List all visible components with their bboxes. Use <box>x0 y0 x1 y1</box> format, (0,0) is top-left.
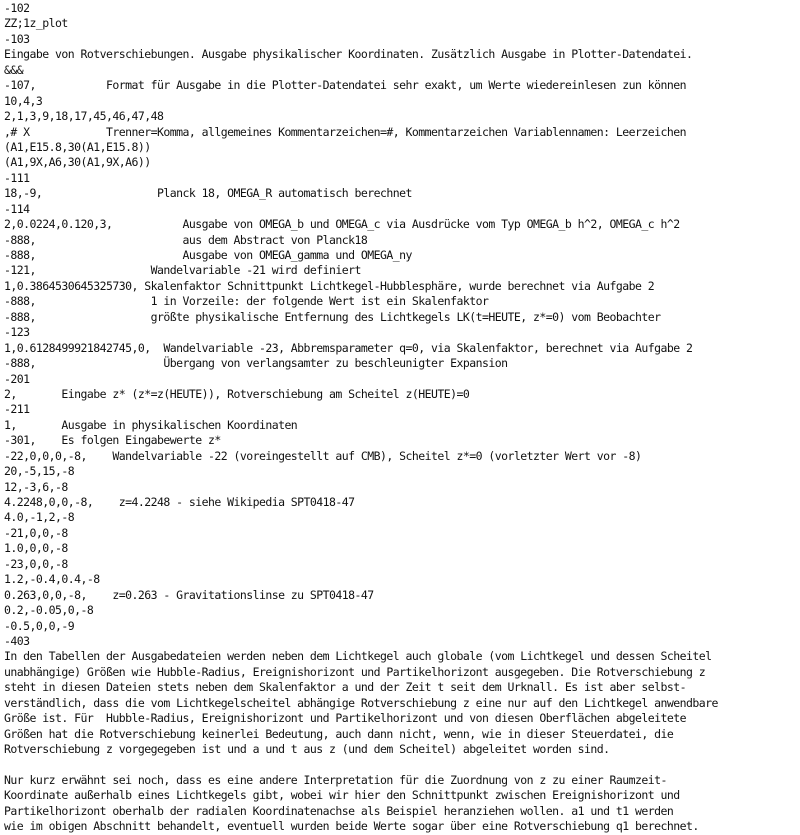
text-line: Koordinate außerhalb eines Lichtkegels gibt, wobei wir hier den Schnittpunkt zwischen Ereignishorizont und <box>4 788 680 803</box>
text-line: 10,4,3 <box>4 93 43 108</box>
text-line: 0.2,-0.05,0,-8 <box>4 603 94 618</box>
text-line: (A1,E15.8,30(A1,E15.8)) <box>4 139 151 154</box>
text-line: steht in diesen Dateien stets neben dem Skalenfaktor a und der Zeit t seit dem Urknall. Es ist aber selbst- <box>4 680 686 695</box>
text-line: -211 <box>4 402 30 417</box>
text-line: Rotverschiebung z vorgegegeben ist und a und t aus z (und dem Scheitel) abgeleitet worden sind. <box>4 742 610 756</box>
text-line: 4.0,-1,2,-8 <box>4 510 75 525</box>
text-line: (A1,9X,A6,30(A1,9X,A6)) <box>4 155 151 170</box>
text-line: ZZ;1z_plot <box>4 16 68 31</box>
text-line: -888, Ausgabe von OMEGA_gamma und OMEGA_ny <box>4 248 412 262</box>
text-line: -0.5,0,0,-9 <box>4 618 75 633</box>
text-line: -121, Wandelvariable -21 wird definiert <box>4 263 361 278</box>
text-line: -888, aus dem Abstract von Planck18 <box>4 232 368 247</box>
text-line: &&& <box>4 62 24 77</box>
text-line: -301, Es folgen Eingabewerte z* <box>4 433 221 448</box>
text-line: wie im obigen Abschnitt behandelt, eventuell wurden beide Werte sogar über eine Rotverschiebung q1 berechnet. <box>4 819 699 834</box>
text-line: -21,0,0,-8 <box>4 525 68 540</box>
text-line: Partikelhorizont oberhalb der radialen Koordinatenachse als Beispiel heranziehen wollen. a1 und t1 werden <box>4 803 674 818</box>
text-line: 1, Ausgabe in physikalischen Koordinaten <box>4 417 298 432</box>
text-line: In den Tabellen der Ausgabedateien werden neben dem Lichtkegel auch globale (vom Lichtkegel und dessen Scheitel <box>4 649 712 664</box>
text-line: -107, Format für Ausgabe in die Plotter-Datendatei sehr exakt, um Werte wiedereinlesen zun können <box>4 78 686 93</box>
text-line: 18,-9, Planck 18, OMEGA_R automatisch berechnet <box>4 186 412 201</box>
text-line: Eingabe von Rotverschiebungen. Ausgabe physikalischer Koordinaten. Zusätzlich Ausgabe in Plotter-Datendatei. <box>4 47 693 62</box>
text-line: 0.263,0,0,-8, z=0.263 - Gravitationslinse zu SPT0418-47 <box>4 587 374 602</box>
text-line: -22,0,0,0,-8, Wandelvariable -22 (voreingestellt auf CMB), Scheitel z*=0 (vorletzter Wert vor -8) <box>4 448 642 463</box>
text-line: -23,0,0,-8 <box>4 556 68 571</box>
text-line: Nur kurz erwähnt sei noch, dass es eine andere Interpretation für die Zuordnung von z zu einer Raumzeit- <box>4 772 667 787</box>
text-line: 12,-3,6,-8 <box>4 479 68 494</box>
text-line: 1.2,-0.4,0.4,-8 <box>4 572 100 587</box>
text-line: 1,0.6128499921842745,0, Wandelvariable -23, Abbremsparameter q=0, via Skalenfaktor, berechnet via Aufgabe 2 <box>4 340 693 355</box>
text-line: -123 <box>4 325 30 340</box>
text-line: 2, Eingabe z* (z*=z(HEUTE)), Rotverschiebung am Scheitel z(HEUTE)=0 <box>4 386 470 401</box>
text-line: 1.0,0,0,-8 <box>4 541 68 556</box>
text-line: -888, Übergang von verlangsamter zu beschleunigter Expansion <box>4 356 508 371</box>
text-line: -403 <box>4 633 30 648</box>
text-line: 1,0.3864530645325730, Skalenfaktor Schnittpunkt Lichtkegel-Hubblesphäre, wurde berechnet via Aufgabe 2 <box>4 278 655 293</box>
text-line: 2,0.0224,0.120,3, Ausgabe von OMEGA_b und OMEGA_c via Ausdrücke vom Typ OMEGA_b h^2, OMEGA_c h^2 <box>4 217 680 232</box>
text-line: Größe ist. Für Hubble-Radius, Ereignishorizont und Partikelhorizont und von diesen Oberflächen abgeleitete <box>4 711 686 726</box>
text-line: -111 <box>4 170 30 185</box>
text-line: -201 <box>4 371 30 386</box>
text-line: -888, 1 in Vorzeile: der folgende Wert ist ein Skalenfaktor <box>4 294 489 309</box>
text-line: 2,1,3,9,18,17,45,46,47,48 <box>4 109 164 124</box>
text-line: -102 <box>4 1 30 15</box>
text-line: unabhängige) Größen wie Hubble-Radius, Ereignishorizont und Partikelhorizont ausgegeben. Die Rotverschiebung z <box>4 664 706 679</box>
text-line: ,# X Trenner=Komma, allgemeines Kommentarzeichen=#, Kommentarzeichen Variablennamen: Leerzeichen <box>4 124 686 139</box>
text-line: -114 <box>4 201 30 216</box>
text-line: -103 <box>4 31 30 46</box>
text-line: 4.2248,0,0,-8, z=4.2248 - siehe Wikipedia SPT0418-47 <box>4 495 355 509</box>
text-line: verständlich, dass die vom Lichtkegelscheitel abhängige Rotverschiebung z eine nur auf den Lichtkegel anwendbare <box>4 695 718 710</box>
text-line: Größen hat die Rotverschiebung keinerlei Bedeutung, auch dann nicht, wenn, wie in dieser Steuerdatei, die <box>4 726 674 741</box>
text-line: 20,-5,15,-8 <box>4 464 75 479</box>
blank-line <box>4 757 800 772</box>
text-line: -888, größte physikalische Entfernung des Lichtkegels LK(t=HEUTE, z*=0) vom Beobachter <box>4 309 661 324</box>
